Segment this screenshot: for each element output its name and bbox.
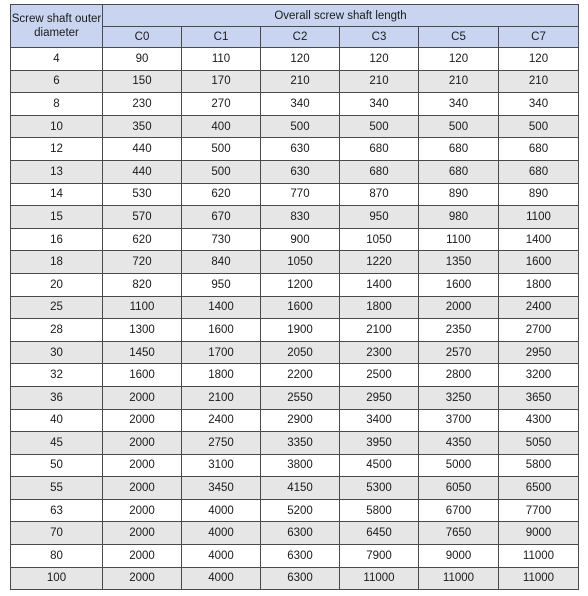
table-cell: 3250	[419, 386, 499, 409]
table-cell: 1700	[182, 341, 261, 364]
table-cell: 1600	[499, 251, 579, 274]
table-cell: 7650	[419, 522, 499, 545]
table-cell: 2950	[499, 341, 579, 364]
column-header-c1: C1	[182, 27, 261, 48]
table-cell: 680	[340, 160, 419, 183]
table-cell: 680	[340, 138, 419, 161]
row-diameter-cell: 4	[11, 48, 103, 71]
table-cell: 400	[182, 115, 261, 138]
table-cell: 340	[499, 93, 579, 116]
table-cell: 5000	[419, 454, 499, 477]
row-diameter-cell: 40	[11, 409, 103, 432]
table-row	[11, 341, 579, 364]
table-cell: 500	[261, 115, 340, 138]
table-cell: 4350	[419, 432, 499, 455]
table-cell: 730	[182, 228, 261, 251]
table-cell: 1100	[419, 228, 499, 251]
table-cell: 9000	[499, 522, 579, 545]
table-cell: 500	[419, 115, 499, 138]
table-cell: 440	[103, 160, 182, 183]
table-body	[11, 48, 579, 590]
table-cell: 3650	[499, 386, 579, 409]
table-cell: 1400	[499, 228, 579, 251]
table-cell: 1400	[340, 273, 419, 296]
table-cell: 500	[499, 115, 579, 138]
table-cell: 4500	[340, 454, 419, 477]
table-cell: 630	[261, 138, 340, 161]
table-row	[11, 454, 579, 477]
table-cell: 530	[103, 183, 182, 206]
table-cell: 1350	[419, 251, 499, 274]
table-row	[11, 477, 579, 500]
table-cell: 5050	[499, 432, 579, 455]
table-cell: 4000	[182, 545, 261, 568]
table-cell: 210	[261, 70, 340, 93]
table-cell: 4000	[182, 499, 261, 522]
table-cell: 3400	[340, 409, 419, 432]
table-cell: 150	[103, 70, 182, 93]
table-cell: 7700	[499, 499, 579, 522]
table-cell: 770	[261, 183, 340, 206]
table-cell: 1100	[103, 296, 182, 319]
row-diameter-cell: 25	[11, 296, 103, 319]
column-header-c2: C2	[261, 27, 340, 48]
table-row	[11, 160, 579, 183]
table-cell: 6050	[419, 477, 499, 500]
table-row	[11, 138, 579, 161]
table-cell: 1600	[419, 273, 499, 296]
row-diameter-cell: 20	[11, 273, 103, 296]
table-cell: 3200	[499, 364, 579, 387]
table-cell: 680	[419, 138, 499, 161]
table-cell: 680	[499, 138, 579, 161]
table-cell: 2200	[261, 364, 340, 387]
table-cell: 5800	[499, 454, 579, 477]
column-header-c0: C0	[103, 27, 182, 48]
table-cell: 1200	[261, 273, 340, 296]
table-row	[11, 545, 579, 568]
table-cell: 3950	[340, 432, 419, 455]
table-cell: 6500	[499, 477, 579, 500]
table-cell: 1050	[261, 251, 340, 274]
column-header-c5: C5	[419, 27, 499, 48]
table-cell: 340	[340, 93, 419, 116]
table-row	[11, 70, 579, 93]
row-diameter-cell: 55	[11, 477, 103, 500]
row-diameter-cell: 14	[11, 183, 103, 206]
table-cell: 630	[261, 160, 340, 183]
table-cell: 720	[103, 251, 182, 274]
row-diameter-cell: 80	[11, 545, 103, 568]
table-cell: 830	[261, 206, 340, 229]
table-row	[11, 364, 579, 387]
table-row	[11, 273, 579, 296]
table-cell: 820	[103, 273, 182, 296]
table-row	[11, 251, 579, 274]
row-diameter-cell: 45	[11, 432, 103, 455]
table-cell: 11000	[499, 545, 579, 568]
table-cell: 2300	[340, 341, 419, 364]
table-cell: 3350	[261, 432, 340, 455]
row-diameter-cell: 28	[11, 319, 103, 342]
table-cell: 4150	[261, 477, 340, 500]
table-cell: 670	[182, 206, 261, 229]
table-cell: 6450	[340, 522, 419, 545]
table-cell: 2000	[103, 567, 182, 590]
table-cell: 2550	[261, 386, 340, 409]
table-cell: 110	[182, 48, 261, 71]
table-cell: 1450	[103, 341, 182, 364]
table-cell: 1800	[340, 296, 419, 319]
table-row	[11, 93, 579, 116]
table-cell: 3100	[182, 454, 261, 477]
row-diameter-cell: 30	[11, 341, 103, 364]
corner-header: Screw shaft outer diameter	[11, 5, 103, 48]
row-diameter-cell: 6	[11, 70, 103, 93]
table-cell: 2000	[419, 296, 499, 319]
table-cell: 900	[261, 228, 340, 251]
table-cell: 2000	[103, 454, 182, 477]
table-cell: 3700	[419, 409, 499, 432]
table-row	[11, 319, 579, 342]
table-cell: 270	[182, 93, 261, 116]
table-cell: 2100	[182, 386, 261, 409]
table-row	[11, 296, 579, 319]
table-cell: 2000	[103, 409, 182, 432]
table-cell: 350	[103, 115, 182, 138]
table-cell: 950	[182, 273, 261, 296]
table-cell: 2100	[340, 319, 419, 342]
table-cell: 3800	[261, 454, 340, 477]
table-cell: 2500	[340, 364, 419, 387]
table-row	[11, 522, 579, 545]
table-cell: 11000	[419, 567, 499, 590]
table-cell: 950	[340, 206, 419, 229]
table-cell: 2050	[261, 341, 340, 364]
table-cell: 2900	[261, 409, 340, 432]
table-cell: 5300	[340, 477, 419, 500]
table-cell: 1900	[261, 319, 340, 342]
table-cell: 1800	[499, 273, 579, 296]
row-diameter-cell: 8	[11, 93, 103, 116]
row-diameter-cell: 10	[11, 115, 103, 138]
table-cell: 4300	[499, 409, 579, 432]
table-cell: 500	[182, 160, 261, 183]
row-diameter-cell: 15	[11, 206, 103, 229]
row-diameter-cell: 16	[11, 228, 103, 251]
table-row	[11, 567, 579, 590]
table-cell: 680	[419, 160, 499, 183]
table-cell: 120	[261, 48, 340, 71]
table-cell: 890	[419, 183, 499, 206]
table-cell: 2950	[340, 386, 419, 409]
table-cell: 2400	[499, 296, 579, 319]
table-cell: 1600	[261, 296, 340, 319]
group-header: Overall screw shaft length	[103, 5, 579, 27]
table-cell: 6300	[261, 567, 340, 590]
table-cell: 870	[340, 183, 419, 206]
table-cell: 440	[103, 138, 182, 161]
table-row	[11, 499, 579, 522]
table-cell: 2700	[499, 319, 579, 342]
table-cell: 210	[340, 70, 419, 93]
table-row	[11, 183, 579, 206]
length-table-container	[10, 4, 579, 590]
row-diameter-cell: 70	[11, 522, 103, 545]
table-cell: 2000	[103, 432, 182, 455]
table-cell: 1050	[340, 228, 419, 251]
table-cell: 120	[340, 48, 419, 71]
row-diameter-cell: 12	[11, 138, 103, 161]
column-header-c3: C3	[340, 27, 419, 48]
table-cell: 6300	[261, 545, 340, 568]
table-cell: 840	[182, 251, 261, 274]
table-cell: 2800	[419, 364, 499, 387]
row-diameter-cell: 13	[11, 160, 103, 183]
table-cell: 7900	[340, 545, 419, 568]
table-row	[11, 228, 579, 251]
table-cell: 2570	[419, 341, 499, 364]
table-cell: 120	[499, 48, 579, 71]
table-cell: 1220	[340, 251, 419, 274]
table-cell: 2000	[103, 499, 182, 522]
table-cell: 1800	[182, 364, 261, 387]
table-cell: 210	[419, 70, 499, 93]
table-row	[11, 206, 579, 229]
table-cell: 5200	[261, 499, 340, 522]
table-cell: 980	[419, 206, 499, 229]
table-cell: 1400	[182, 296, 261, 319]
table-cell: 2750	[182, 432, 261, 455]
table-cell: 170	[182, 70, 261, 93]
table-cell: 2400	[182, 409, 261, 432]
table-cell: 11000	[499, 567, 579, 590]
table-cell: 2350	[419, 319, 499, 342]
table-cell: 1100	[499, 206, 579, 229]
table-cell: 6300	[261, 522, 340, 545]
table-cell: 2000	[103, 386, 182, 409]
table-cell: 4000	[182, 567, 261, 590]
table-row	[11, 409, 579, 432]
table-header	[11, 5, 579, 48]
row-diameter-cell: 50	[11, 454, 103, 477]
table-cell: 2000	[103, 522, 182, 545]
row-diameter-cell: 63	[11, 499, 103, 522]
table-row	[11, 115, 579, 138]
row-diameter-cell: 36	[11, 386, 103, 409]
table-cell: 1600	[103, 364, 182, 387]
table-cell: 90	[103, 48, 182, 71]
table-cell: 680	[499, 160, 579, 183]
table-cell: 500	[340, 115, 419, 138]
table-cell: 340	[419, 93, 499, 116]
table-cell: 6700	[419, 499, 499, 522]
table-cell: 230	[103, 93, 182, 116]
table-cell: 620	[182, 183, 261, 206]
table-cell: 570	[103, 206, 182, 229]
table-cell: 500	[182, 138, 261, 161]
table-cell: 210	[499, 70, 579, 93]
table-row	[11, 432, 579, 455]
table-cell: 340	[261, 93, 340, 116]
table-row	[11, 48, 579, 71]
table-cell: 620	[103, 228, 182, 251]
table-cell: 120	[419, 48, 499, 71]
table-row	[11, 386, 579, 409]
table-cell: 2000	[103, 545, 182, 568]
table-cell: 9000	[419, 545, 499, 568]
table-cell: 11000	[340, 567, 419, 590]
table-cell: 1300	[103, 319, 182, 342]
table-cell: 1600	[182, 319, 261, 342]
table-cell: 890	[499, 183, 579, 206]
row-diameter-cell: 18	[11, 251, 103, 274]
screw-shaft-length-table	[10, 4, 579, 590]
row-diameter-cell: 32	[11, 364, 103, 387]
table-cell: 4000	[182, 522, 261, 545]
column-header-c7: C7	[499, 27, 579, 48]
table-cell: 3450	[182, 477, 261, 500]
table-cell: 5800	[340, 499, 419, 522]
table-cell: 2000	[103, 477, 182, 500]
row-diameter-cell: 100	[11, 567, 103, 590]
